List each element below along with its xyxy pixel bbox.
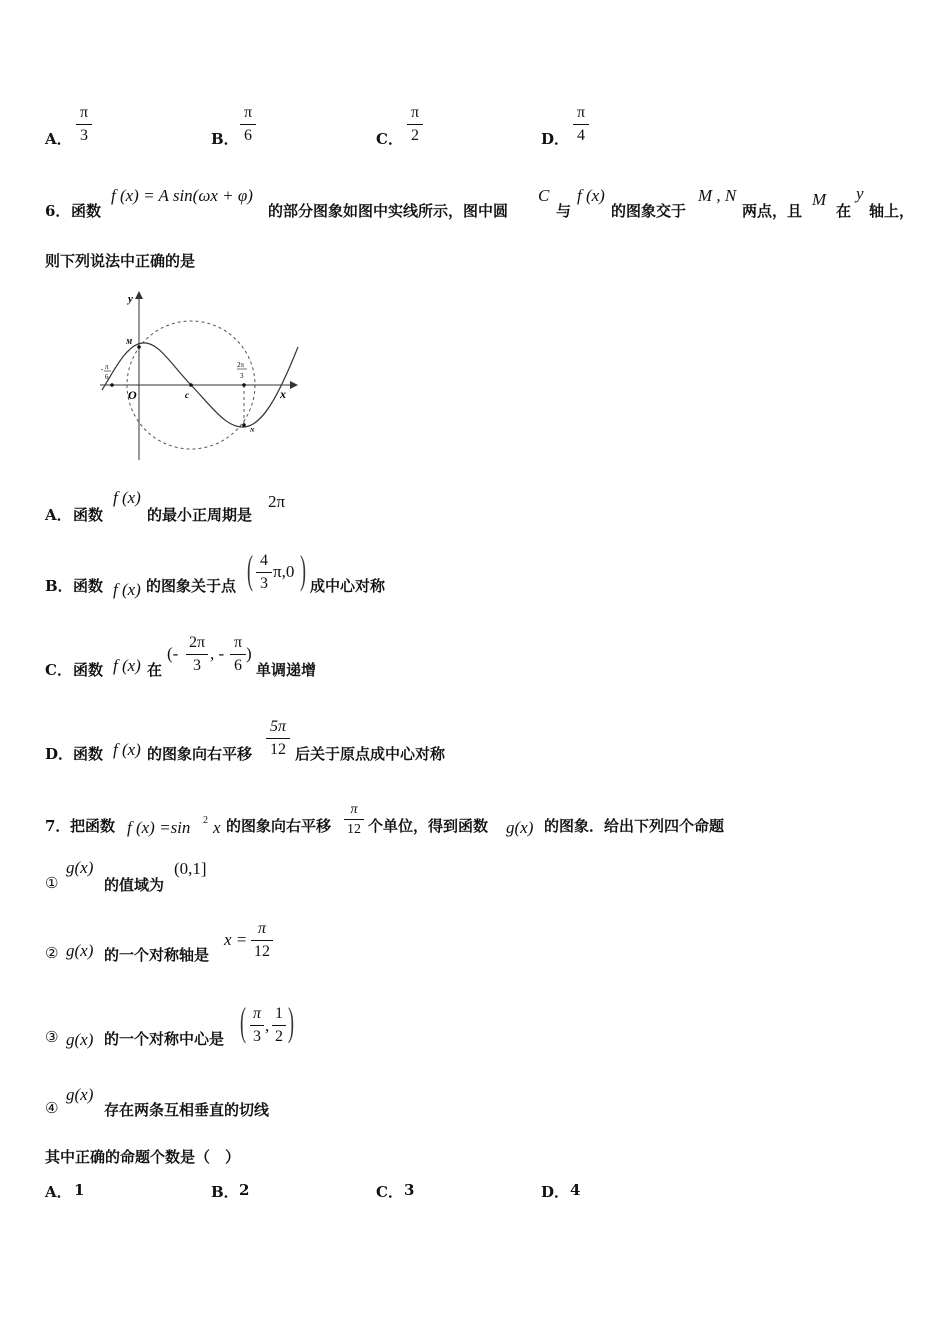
q7-prop-1-value: (0,1] [174, 859, 207, 878]
q7-x-var: x [213, 818, 221, 837]
q6-option-b-frac: 4 3 [256, 552, 272, 593]
q6-option-b-text-2: 的图象关于点 [146, 577, 237, 595]
q7-text-2: 的图象向右平移 [226, 817, 332, 835]
q6-circle-var: C [538, 186, 550, 205]
q6-option-a-value: 2π [268, 492, 286, 511]
q7-prop-3-mark: ③ [45, 1028, 59, 1046]
q6-option-b-after: π,0 [273, 562, 295, 581]
q7-answer-b-label: B． [211, 1183, 239, 1201]
q6-option-c-comma: , - [210, 644, 225, 663]
n-label: N [250, 428, 255, 434]
q6-option-d-text-3: 后关于原点成中心对称 [295, 745, 446, 763]
q6-option-d-frac: 5π 12 [266, 718, 290, 759]
q6-text-1: 函数 [71, 202, 102, 220]
q7-prop-3-g: g(x) [66, 1030, 94, 1049]
q7-answer-c-label: C． [376, 1183, 403, 1201]
point-2pi-3 [242, 383, 246, 387]
q6-text-2: 的部分图象如图中实线所示，图中圆 [268, 202, 509, 220]
point-neg-pi-6 [110, 383, 114, 387]
q7-text-4: 的图象．给出下列四个命题 [544, 817, 725, 835]
q6-option-b-text-1: 函数 [73, 577, 104, 595]
q6-option-b-text-3: 成中心对称 [310, 577, 386, 595]
two-pi-3-den: 3 [240, 372, 244, 380]
q5-option-d-label: D． [541, 130, 570, 148]
q7-prop-1-g: g(x) [66, 858, 94, 877]
q6-option-b-f: f (x) [113, 580, 141, 599]
q7-prop-2-mark: ② [45, 944, 59, 962]
q7-question: 其中正确的命题个数是（ ） [45, 1148, 241, 1166]
y-axis-arrow [135, 291, 143, 299]
q6-text-3: 与 [556, 202, 572, 220]
q6-text-7: 轴上， [869, 202, 915, 220]
q7-shift-frac: π 12 [344, 802, 364, 837]
q6-option-a-f: f (x) [113, 488, 141, 507]
q7-function-expr: f (x) =sin [127, 818, 191, 837]
q6-option-c-text-3: 单调递增 [256, 661, 317, 679]
q6-option-d-text-2: 的图象向右平移 [147, 745, 253, 763]
q7-answer-b-value: 2 [239, 1181, 250, 1199]
q5-option-b-label: B． [211, 130, 239, 148]
q6-points: M , N [698, 186, 737, 205]
neg-pi-6-den: 6 [105, 373, 109, 381]
q7-prop-3-comma: , [265, 1016, 270, 1035]
q7-answer-d-label: D． [541, 1183, 570, 1201]
x-axis-arrow [290, 381, 298, 389]
q6-option-c-text-2: 在 [147, 661, 163, 679]
q7-prop-3-rparen: ) [288, 999, 294, 1044]
neg-pi-6-num: π [105, 363, 109, 371]
q5-option-d-frac: π 4 [573, 104, 589, 145]
q6-option-b-rparen: ) [300, 547, 306, 592]
q7-number: 7． [45, 817, 71, 835]
q7-prop-2-g: g(x) [66, 941, 94, 960]
q7-prop-2-text: 的一个对称轴是 [104, 946, 210, 964]
neg-pi-6-sign: - [101, 365, 104, 373]
q6-function-expr: f (x) = A sin(ωx + φ) [111, 186, 253, 205]
q6-option-c-close: ) [246, 644, 252, 663]
q6-option-d-text-1: 函数 [73, 745, 104, 763]
q5-option-c-label: C． [376, 130, 403, 148]
q5-option-a-label: A． [45, 130, 72, 148]
q6-text-4: 的图象交于 [611, 202, 687, 220]
q6-option-a-text-2: 的最小正周期是 [147, 506, 253, 524]
q6-option-c-label: C． [45, 661, 72, 679]
q6-f-short: f (x) [577, 186, 605, 205]
q7-answer-a-label: A． [45, 1183, 72, 1201]
q7-answer-d-value: 4 [570, 1181, 581, 1199]
q6-option-b-lparen: ( [247, 547, 253, 592]
m-label: M [126, 338, 133, 346]
q6-option-d-f: f (x) [113, 740, 141, 759]
q6-option-c-frac-1: 2π 3 [186, 634, 208, 675]
two-pi-3-num: 2π [237, 361, 245, 369]
origin-label: O [128, 388, 137, 402]
q6-y-var: y [856, 184, 864, 203]
q5-option-b-frac: π 6 [240, 104, 256, 145]
q7-answer-c-value: 3 [404, 1181, 415, 1199]
q7-answer-a-value: 1 [74, 1181, 85, 1199]
q6-line-2: 则下列说法中正确的是 [45, 252, 196, 270]
q6-graph [90, 285, 310, 470]
q6-option-c-text-1: 函数 [73, 661, 104, 679]
q6-text-5: 两点，且 [742, 202, 803, 220]
q7-text-3: 个单位，得到函数 [368, 817, 489, 835]
q6-text-6: 在 [836, 202, 852, 220]
q7-prop-3-text: 的一个对称中心是 [104, 1030, 225, 1048]
q7-prop-3-frac-2: 1 2 [272, 1005, 286, 1046]
point-m [137, 345, 141, 349]
q5-option-a-frac: π 3 [76, 104, 92, 145]
q7-exponent: 2 [203, 815, 208, 826]
q6-option-a-label: A． [45, 506, 72, 524]
c-label: c [185, 390, 189, 400]
q7-prop-3-lparen: ( [240, 999, 246, 1044]
q6-option-c-f: f (x) [113, 656, 141, 675]
q6-option-d-label: D． [45, 745, 74, 763]
q6-number: 6． [45, 202, 71, 220]
q6-option-a-text-1: 函数 [73, 506, 104, 524]
y-axis-label: y [128, 293, 133, 305]
q7-prop-3-frac-1: π 3 [250, 1005, 264, 1046]
q7-prop-4-g: g(x) [66, 1085, 94, 1104]
q5-option-c-frac: π 2 [407, 104, 423, 145]
q7-text-1: 把函数 [70, 817, 116, 835]
q7-g: g(x) [506, 818, 534, 837]
q6-option-b-label: B． [45, 577, 73, 595]
point-c [189, 383, 193, 387]
q7-prop-2-lhs: x = [224, 930, 248, 949]
q6-option-c-open: (- [167, 644, 179, 663]
q6-option-c-frac-2: π 6 [230, 634, 246, 675]
q7-prop-4-mark: ④ [45, 1099, 59, 1117]
x-axis-label: x [280, 387, 286, 401]
q7-prop-2-frac: π 12 [251, 920, 273, 961]
q7-prop-1-text: 的值域为 [104, 876, 165, 894]
q7-prop-4-text: 存在两条互相垂直的切线 [104, 1101, 270, 1119]
q7-prop-1-mark: ① [45, 874, 59, 892]
q6-m-var: M [812, 190, 827, 209]
point-n [242, 423, 246, 427]
